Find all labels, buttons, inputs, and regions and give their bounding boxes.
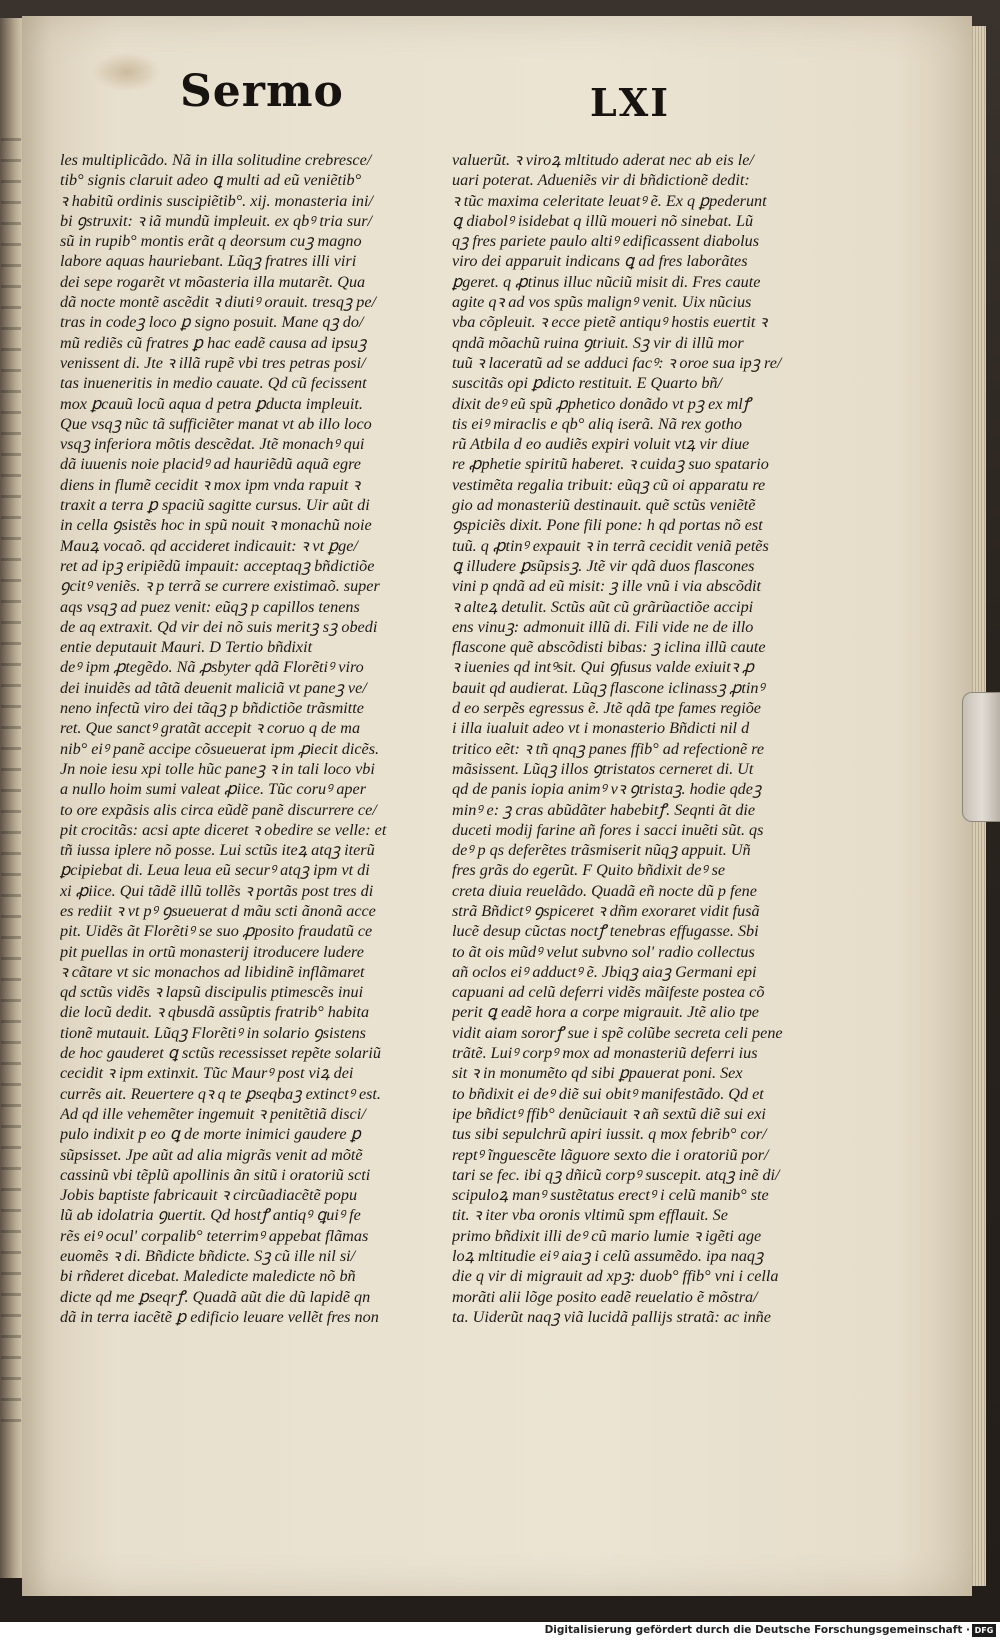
text-line: tuũ ꝛ laceratũ ad se adduci facꝰ: ꝛ oroe sua ipꝫ re/ [452,353,782,372]
text-line: ꝛ cãtare vt sic monachos ad libidinẽ inflãmaret [60,962,365,981]
text-line: tis eiꝰ miraclis e qb° aliq iserã. Nã rex gotho [452,414,742,433]
text-column-right [452,150,822,1350]
text-line: ꝯcitꝰ veniẽs. ꝛ p terrã se currere existimaõ. super [60,577,380,596]
text-line: valuerũt. ꝛ viroꝝ mltitudo aderat nec ab eis le/ [452,151,754,169]
text-line: to ãt ois mũdꝰ velut subvno sol' radio collectus [452,942,755,961]
text-line: bi rñderet dicebat. Maledicte maledicte nõ bñ [60,1267,356,1286]
text-line: vsqꝫ inferiora mõtis descẽdat. Jtẽ monachꝰ qui [60,435,365,454]
text-line: perit ꝗ eadẽ hora a corpe migrauit. Jtẽ alio tpe [452,1003,759,1022]
text-line: ret ad ipꝫ eripiẽdũ impauit: acceptaqꝫ bñdictiõe [60,556,375,575]
text-line: ꝯspiciẽs dixit. Pone fili pone: h qd portas nõ est [452,516,763,535]
text-line: ens vinuꝫ: admonuit illũ di. Fili vide ne de illo [452,617,754,636]
text-line: uari poterat. Adueniẽs vir di bñdictionẽ dedit: [452,171,750,190]
text-line: gio ad monasteriũ destinauit. quẽ sctũs veniẽtẽ [452,496,756,515]
text-line: labore aquas hauriebant. Lũqꝫ fratres illi viri [60,252,357,271]
text-line: tritico eẽt: ꝛ tñ qnqꝫ panes ffib° ad refectionẽ re [452,739,765,758]
text-line: bi ꝯstruxit: ꝛ iã mundũ impleuit. ex qbꝰ tria sur/ [60,211,373,230]
text-line: de hoc gauderet ꝗ sctũs recessisset repẽte solariũ [60,1044,381,1063]
text-line: pit puellas in ortũ monasterij itroducere ludere [60,942,364,961]
text-line: sit ꝛ in monumẽto qd sibi ꝑpauerat poni. Sex [452,1064,743,1083]
text-line: mox ꝑcauũ locũ aqua d petra ꝑducta impleuit. [60,394,363,413]
text-line: tib° signis claruit adeo ꝗ multi ad eũ veniẽtib° [60,171,362,190]
text-line: tras in codeꝫ loco ꝑ signo posuit. Mane qꝫ do/ [60,313,364,332]
text-line: dei inuidẽs ad tãtã deuenit maliciã vt paneꝫ ve/ [60,678,367,697]
text-line: scipuloꝝ manꝰ sustẽtatus erectꝰ i celũ manib° ste [452,1186,769,1205]
text-line: deꝰ p qs deferẽtes trãsmiserit nũqꝫ appuit. Uñ [452,841,751,860]
digitization-footer [0,1622,1000,1640]
text-line: agite qꝛ ad vos spũs malignꝰ venit. Uix nũcius [452,293,752,312]
dfg-logo: DFG [972,1624,996,1637]
text-line: venissent di. Jte ꝛ illã rupẽ vbi tres petras posi/ [60,353,366,372]
text-line: re ꝓphetie spiritũ haberet. ꝛ cuidaꝫ suo spatario [452,455,769,474]
text-line: morãti alii lõge posito eadẽ reuelatio ẽ mõstra/ [452,1287,758,1306]
text-line: diens in flumẽ cecidit ꝛ mox ipm vnda rapuit ꝛ [60,475,360,494]
text-line: bauit qd audierat. Lũqꝫ flascone iclinassꝫ ꝓtinꝰ [452,678,765,697]
text-line: qd sctũs vidẽs ꝛ lapsũ discipulis ptimescẽs inui [60,983,364,1002]
text-line: loꝝ mltitudie eiꝰ aiaꝫ i celũ assumẽdo. ipa naqꝫ [452,1247,764,1266]
text-line: vba cõpleuit. ꝛ ecce pietẽ antiquꝰ hostis euertit ꝛ [452,313,768,332]
text-line: i illa iualuit adeo vt i monasterio Bñdicti nil d [452,719,750,738]
text-line: xi ꝓiice. Qui tãdẽ illũ tollẽs ꝛ portãs post tres di [60,881,374,900]
text-line: vidit aiam sororꝭ sue i spẽ colũbe secreta celi pene [452,1023,783,1042]
text-line: rũ Atbila d eo audiẽs expiri voluit vtꝝ vir diue [452,435,750,454]
folio-number: LXI [590,80,670,125]
text-line: cecidit ꝛ ipm extinxit. Tũc Maurꝰ post viꝝ dei [60,1064,354,1083]
text-line: ꝛ iuenies qd intꝰsit. Qui ꝯfusus valde exiuitꝛ ꝓ [452,658,755,677]
text-line: añ oclos eiꝰ adductꝰ ẽ. Jbiqꝫ aiaꝫ Germani epi [452,962,757,981]
text-line: trãtẽ. Luiꝰ corpꝰ mox ad monasteriũ deferri ius [452,1044,758,1063]
text-line: euomẽs ꝛ di. Bñdicte bñdicte. Sꝫ cũ ille nil si/ [60,1247,356,1266]
text-line: tari se fec. ibi qꝫ dñicũ corpꝰ suscepit. atqꝫ inẽ di/ [452,1165,780,1184]
text-line: tas inueneritis in medio cauate. Qd cũ fecissent [60,374,367,393]
text-line: ꝛ habitũ ordinis suscipiẽtib°. xij. monasteria ini/ [60,191,374,210]
previous-page-text-fragments [1,138,21,1438]
text-line: dã nocte montẽ ascẽdit ꝛ diutiꝰ orauit. tresqꝫ pe/ [60,293,377,312]
text-line: sũpsisset. Jpe aũt ad alia migrãs venit ad mõtẽ [60,1145,363,1164]
text-line: es rediit ꝛ vt pꝰ ꝯsueuerat d mãu scti ãnonã acce [60,901,376,920]
text-line: primo bñdixit illi deꝰ cũ mario lumie ꝛ igẽti age [452,1226,762,1245]
text-line: pit. Uidẽs ãt Florẽtiꝰ se suo ꝓposito fraudatũ ce [60,922,373,941]
text-line: rẽs eiꝰ ocul' corpalib° teterrimꝰ appebat flãmas [60,1226,369,1245]
text-line: pulo indixit p eo ꝗ de morte inimici gaudere ꝑ [60,1125,361,1144]
text-line: neno infectũ viro dei tãqꝫ p bñdictiõe trãsmitte [60,699,364,718]
text-line: deꝰ ipm ꝓtegẽdo. Nã ꝓsbyter qdã Florẽtiꝰ viro [60,658,364,677]
text-line: duceti modij farine añ fores i sacci inuẽti sũt. qs [452,820,764,839]
text-line: strã Bñdictꝰ ꝯspiceret ꝛ dñm exoraret vidit fusã [452,901,760,920]
previous-page-edge [0,18,23,1578]
text-line: tus sibi sepulchrũ apiri iussit. q mox febrib° cor/ [452,1125,767,1144]
text-line: nib° eiꝰ panẽ accipe cõsueuerat ipm ꝓiecit dicẽs. [60,739,380,758]
text-line: to bñdixit ei deꝰ diẽ sui obitꝰ manifestãdo. Qd et [452,1084,764,1103]
text-line: mũ rediẽs cũ fratres ꝑ hac eadẽ causa ad ipsuꝫ [60,333,367,352]
text-line: les multiplicãdo. Nã in illa solitudine crebresce/ [60,151,372,169]
text-line: qd de panis iopia animꝰ vꝛ ꝯtristaꝫ. hodie qdeꝫ [452,780,762,799]
text-line: ꝗ illudere ꝑsũpsisꝫ. Jtẽ vir qdã duos flascones [452,556,755,575]
text-line: vestimẽta regalia tribuit: eũqꝫ cũ oi apparatu re [452,475,766,494]
paper-stain [92,52,162,92]
text-line: ꝑcipiebat di. Leua leua eũ securꝰ atqꝫ ipm vt di [60,861,370,880]
footer-credit: Digitalisierung gefördert durch die Deutsche Forschungsgemeinschaft · [544,1624,970,1636]
text-line: a nullo hoim sumi valeat ꝓiice. Tũc coruꝰ aper [60,780,367,799]
text-line: capuani ad celũ deferri vidẽs mãifeste postea cõ [452,983,765,1002]
text-line: ꝑgeret. q ꝓtinus illuc nũciũ misit di. Fres caute [452,272,761,291]
running-title: Sermo [180,66,344,117]
text-line: cassinũ vbi tẽplũ apollinis ãn sitũ i oratoriũ scti [60,1165,371,1184]
page-clip [962,692,1000,822]
text-line: vini p qndã ad eũ misit: ꝫ ille vnũ i via abscõdit [452,577,762,596]
text-line: Jobis baptiste fabricauit ꝛ circũadiacẽtẽ popu [60,1186,358,1205]
text-line: dã iuuenis noie placidꝰ ad hauriẽdũ aquã egre [60,455,361,474]
text-line: flascone quẽ abscõdisti bibas: ꝫ iclina illũ caute [452,638,766,657]
text-line: Que vsqꝫ nũc tã sufficiẽter manat vt ab illo loco [60,414,372,433]
text-line: dã in terra iacẽtẽ ꝑ edificio leuare vellẽt fres non [60,1307,379,1326]
text-line: sũ in rupib° montis erãt q deorsum cuꝫ magno [60,232,362,251]
text-line: ret. Que sanctꝰ gratãt accepit ꝛ coruo q de ma [60,719,361,738]
text-line: ꝛ tũc maxima celeritate leuatꝰ ẽ. Ex q ꝑpederunt [452,191,767,210]
text-line: viro dei apparuit indicans ꝗ ad fres laborãtes [452,252,748,271]
text-line: lucẽ desup cũctas noctꝭ tenebras effugasse. Sbi [452,922,759,941]
text-line: dicte qd me ꝑseqrꝭ. Quadã aũt die dũ lapidẽ qn [60,1287,371,1306]
text-line: to ore expãsis alis circa eũdẽ panẽ discurrere ce/ [60,800,377,819]
text-line: fres grãs do egerũt. F Quito bñdixit deꝰ se [452,861,726,880]
text-line: in cella ꝯsistẽs hoc in spũ nouit ꝛ monachũ noie [60,516,372,535]
text-line: mãsissent. Lũqꝫ illos ꝯtristatos cerneret di. Ut [452,759,754,778]
text-line: tñ iussa iplere nõ posse. Lui sctũs iteꝝ atqꝫ iterũ [60,841,375,860]
text-line: die locũ dedit. ꝛ qbusdã assũptis fratrib° habita [60,1003,370,1022]
text-line: pit crocitãs: acsi apte diceret ꝛ obedire se velle: et [60,820,387,839]
text-line: minꝰ e: ꝫ cras abũdãter habebitꝭ. Seqnti ãt die [452,800,756,819]
text-line: ipe bñdictꝰ ffib° denũciauit ꝛ añ sextũ diẽ sui exi [452,1104,766,1123]
text-line: currẽs ait. Reuertere qꝛ q te ꝑseqbaꝫ extinctꝰ est. [60,1084,381,1103]
text-line: qꝫ fres pariete paulo altiꝰ edificassent diabolus [452,232,760,251]
text-line: reptꝰ ĩnguescẽte lãguore sexto die i oratoriũ por/ [452,1145,769,1164]
text-line: Jn noie iesu xpi tolle hũc paneꝫ ꝛ in tali loco vbi [60,759,375,778]
text-line: Ad qd ille vehemẽter ingemuit ꝛ penitẽtiã disci/ [60,1104,366,1123]
text-line: die q vir di migrauit ad xpꝫ: duob° ffib° vni i cella [452,1267,779,1286]
text-line: creta diuia reuelãdo. Quadã eñ nocte dũ p fene [452,881,757,900]
text-line: aqs vsqꝫ ad puez venit: eũqꝫ p capillos tenens [60,597,360,616]
text-line: dixit deꝰ eũ spũ ꝓphetico donãdo vt pꝫ ex mlꝭ [452,394,751,413]
text-line: ta. Uiderũt naqꝫ viã lucidã pallijs stratã: ac inñe [452,1307,771,1326]
text-line: entie deputauit Mauri. D Tertio bñdixit [60,638,313,657]
text-line: tionẽ mutauit. Lũqꝫ Florẽtiꝰ in solario ꝯsistens [60,1023,366,1042]
text-line: qndã mõachũ ruina ꝯtriuit. Sꝫ vir di illũ mor [452,333,744,352]
text-line: dei sepe rogarẽt vt mõasteria illa mutarẽt. Qua [60,272,366,291]
text-line: de aq extraxit. Qd vir dei nõ suis meritꝫ sꝫ obedi [60,617,378,636]
text-line: lũ ab idolatria ꝯuertit. Qd hostꝭ antiqꝰ ꝗuiꝰ fe [60,1206,361,1225]
text-line: traxit a terra ꝑ spaciũ sagitte cursus. Uir aũt di [60,496,370,515]
text-line: ꝗ diabolꝰ isidebat q illũ moueri nõ sinebat. Lũ [452,211,754,230]
text-line: ꝛ alteꝝ detulit. Sctũs aũt cũ grãrũactiõe accipi [452,597,754,616]
text-line: Mauꝝ vocaõ. qd accideret indicauit: ꝛ vt ꝑge/ [60,536,358,555]
text-line: d eo serpẽs egressus ẽ. Jtẽ qdã tpe fames regiõe [452,699,761,718]
text-line: tuũ. q ꝓtinꝰ expauit ꝛ in terrã cecidit veniã petẽs [452,536,769,555]
text-column-left [60,150,432,1350]
text-line: suscitãs opi ꝑdicto restituit. E Quarto bñ/ [452,374,723,393]
text-line: tit. ꝛ iter vba oronis vltimũ spm efflauit. Se [452,1206,728,1225]
